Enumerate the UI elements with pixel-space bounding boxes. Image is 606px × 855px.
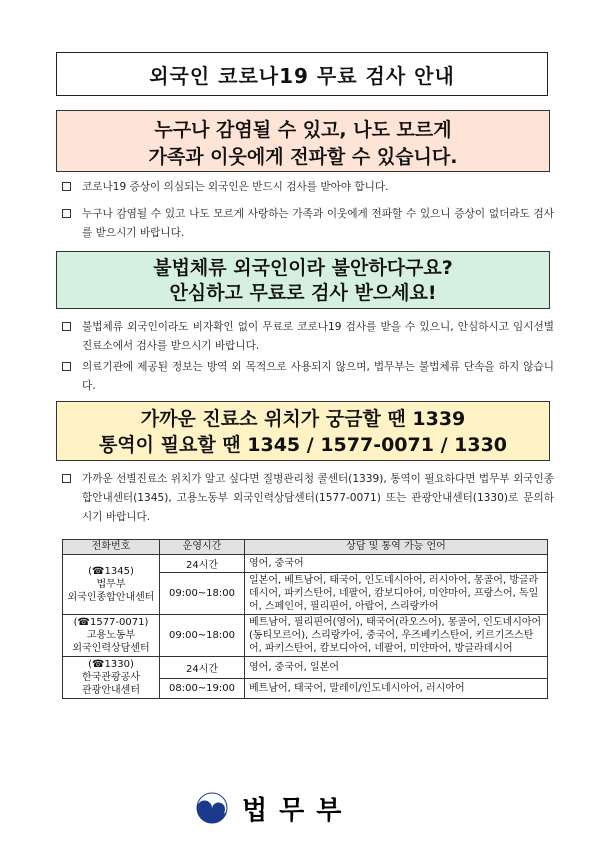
banner-line: 가족과 이웃에게 전파할 수 있습니다. xyxy=(148,146,458,168)
org-phone: (☎1345) xyxy=(88,566,134,577)
bullet-text: 의료기관에 제공된 정보는 방역 외 목적으로 사용되지 않으며, 법무부는 불법체류 단속을 하지 않습니다. xyxy=(82,361,554,392)
table-row xyxy=(63,615,548,657)
hours-cell: 24시간 xyxy=(160,555,245,573)
org-phone: (☎1330) xyxy=(88,659,134,670)
table-row xyxy=(63,555,548,573)
banner-line: 가까운 진료소 위치가 궁금할 땐 1339 xyxy=(140,408,466,430)
hours-cell: 09:00~18:00 xyxy=(160,615,245,657)
header-hours: 운영시간 xyxy=(160,540,245,555)
org-cell-kto xyxy=(63,657,160,699)
org-center: 외국인력상담센터 xyxy=(72,643,150,654)
hours-cell: 08:00~19:00 xyxy=(160,679,245,699)
org-name: 법무부 xyxy=(96,579,126,590)
contact-table xyxy=(62,539,548,699)
banner-line: 통역이 필요할 땐 1345 / 1577-0071 / 1330 xyxy=(98,434,508,456)
taegeuk-emblem-icon xyxy=(196,792,228,824)
page-title: 외국인 코로나19 무료 검사 안내 xyxy=(56,52,548,96)
banner-line: 불법체류 외국인이라 불안하다구요? xyxy=(153,257,453,279)
table-header-row xyxy=(63,540,548,555)
checkbox-bullet-icon xyxy=(62,474,71,483)
languages-cell: 영어, 중국어, 일본어 xyxy=(245,657,548,679)
bullet-item xyxy=(62,178,554,197)
org-name: 고용노동부 xyxy=(86,630,136,641)
table-row xyxy=(63,657,548,679)
banner-contact-numbers xyxy=(56,401,550,461)
checkbox-bullet-icon xyxy=(62,322,71,331)
hours-cell: 09:00~18:00 xyxy=(160,573,245,615)
header-phone: 전화번호 xyxy=(63,540,160,555)
bullet-text: 가까운 선별진료소 위치가 알고 싶다면 질병관리청 콜센터(1339), 통역이 필요하다면 법무부 외국인종합안내센터(1345), 고용노동부 외국인력상담센터(1577-0071) 또는 관광안내센터(1330)로 문의하시기 바랍니다. xyxy=(82,473,554,523)
header-languages: 상담 및 통역 가능 언어 xyxy=(245,540,548,555)
checkbox-bullet-icon xyxy=(62,182,71,191)
banner-undocumented-reassurance xyxy=(56,251,550,309)
ministry-name: 법무부 xyxy=(242,795,354,826)
org-cell-mol xyxy=(63,615,160,657)
bullet-text: 불법체류 외국인이라도 비자확인 없이 무료로 코로나19 검사를 받을 수 있으니, 안심하시고 임시선별진료소에서 검사를 받으시기 바랍니다. xyxy=(82,321,554,352)
bullet-text: 누구나 감염될 수 있고 나도 모르게 사랑하는 가족과 이웃에게 전파할 수 있으니 증상이 없더라도 검사를 받으시기 바랍니다. xyxy=(82,208,554,239)
bullet-item xyxy=(62,470,554,527)
org-center: 외국인종합안내센터 xyxy=(67,592,155,603)
bullet-text: 코로나19 증상이 의심되는 외국인은 반드시 검사를 받아야 합니다. xyxy=(82,181,389,193)
languages-cell: 베트남어, 필리핀어(영어), 태국어(라오스어), 몽골어, 인도네시아어(동티모르어), 스리랑카어, 중국어, 우즈베키스탄어, 키르기즈스탄어, 파키스탄어, 캄보디아어, 네팔어, 미얀마어, 방글라데시어 xyxy=(245,615,548,657)
checkbox-bullet-icon xyxy=(62,209,71,218)
org-center: 관광안내센터 xyxy=(82,685,140,696)
languages-cell: 일본어, 베트남어, 태국어, 인도네시아어, 러시아어, 몽골어, 방글라데시어, 파키스탄어, 네팔어, 캄보디아어, 미얀마어, 프랑스어, 독일어, 스페인어, 필리핀어, 아랍어, 스리랑카어 xyxy=(245,573,548,615)
languages-cell: 베트남어, 태국어, 말레이/인도네시아어, 러시아어 xyxy=(245,679,548,699)
bullet-item xyxy=(62,318,554,356)
banner-infection-warning xyxy=(56,110,550,172)
org-name: 한국관광공사 xyxy=(82,672,140,683)
hours-cell: 24시간 xyxy=(160,657,245,679)
languages-cell: 영어, 중국어 xyxy=(245,555,548,573)
bullet-item xyxy=(62,358,554,396)
ministry-footer xyxy=(196,786,353,830)
banner-line: 안심하고 무료로 검사 받으세요! xyxy=(169,282,437,304)
bullet-item xyxy=(62,205,554,243)
banner-line: 누구나 감염될 수 있고, 나도 모르게 xyxy=(154,119,452,141)
org-cell-moj xyxy=(63,555,160,615)
checkbox-bullet-icon xyxy=(62,362,71,371)
org-phone: (☎1577-0071) xyxy=(73,617,149,628)
